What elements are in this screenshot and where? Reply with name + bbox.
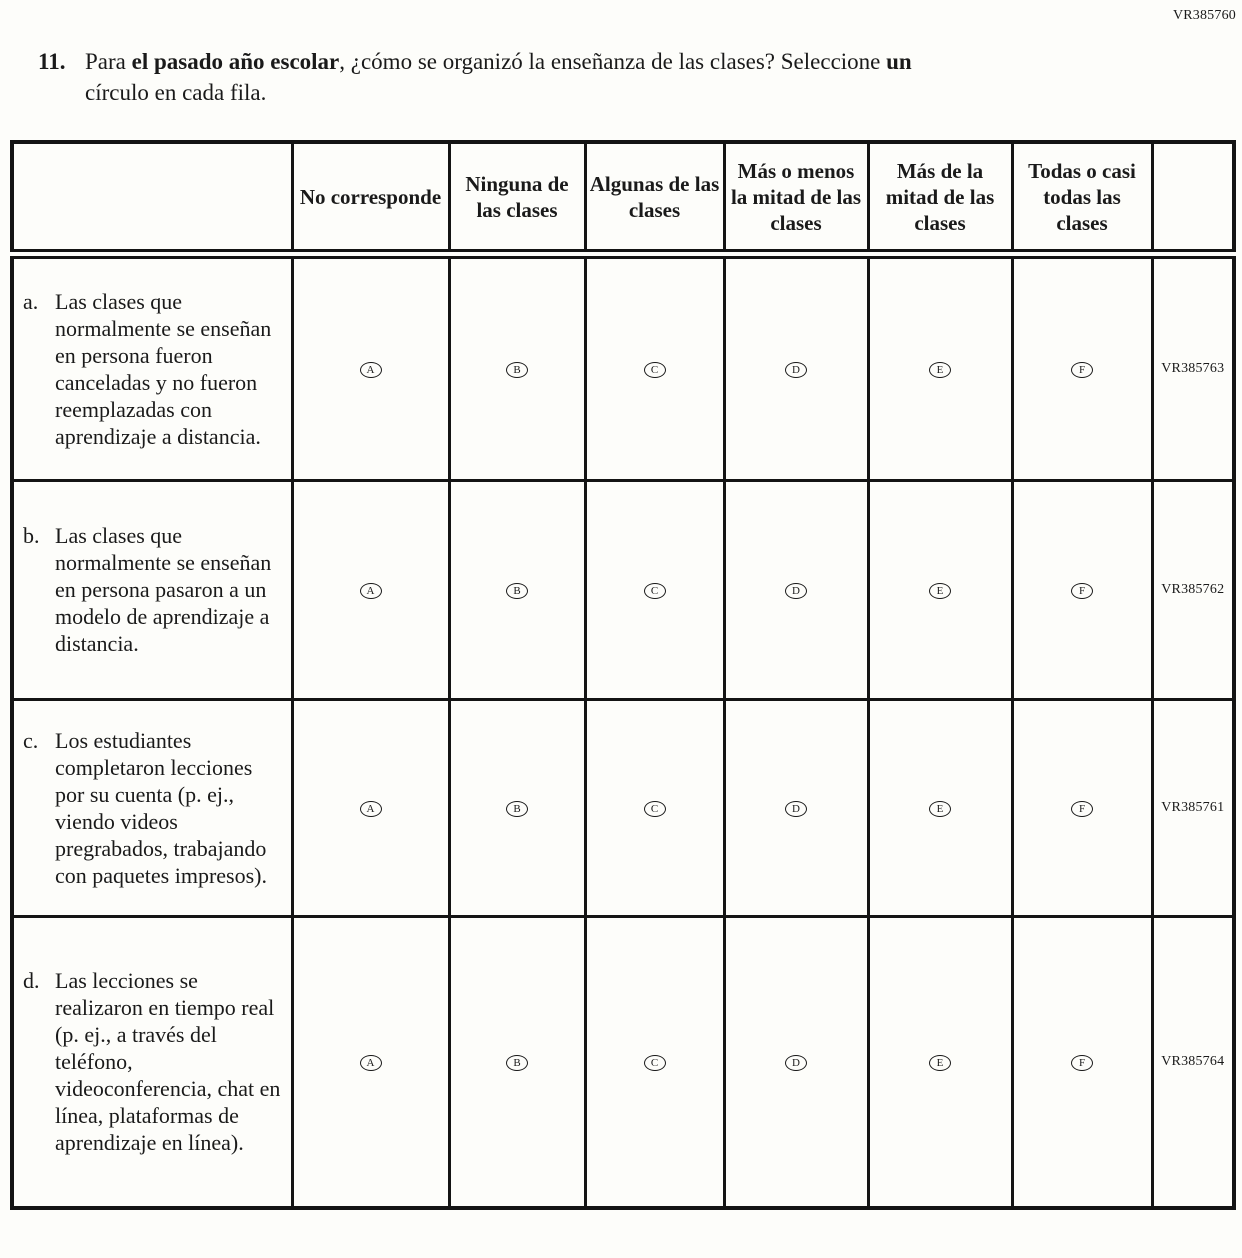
- statement-row-a: [12, 254, 1234, 480]
- bubble-letter: D: [792, 802, 800, 815]
- statement-row-c: [12, 699, 1234, 916]
- row-a-code: VR385763: [1152, 254, 1234, 480]
- page-code: VR385760: [1172, 8, 1236, 23]
- bubble-letter: A: [366, 363, 375, 376]
- bubble-letter: F: [1078, 1056, 1086, 1069]
- bubble-letter: C: [650, 363, 659, 376]
- row-a-option-bubble-F[interactable]: [1071, 362, 1093, 378]
- row-b-option-bubble-D[interactable]: [785, 583, 807, 599]
- bubble-letter: A: [366, 1056, 375, 1069]
- question-11: [38, 46, 1242, 108]
- row-a-cell-algunas: [585, 254, 724, 480]
- header-stub-cell: [12, 142, 292, 254]
- row-a-cell-todas: [1012, 254, 1152, 480]
- bubble-letter: B: [513, 1056, 521, 1069]
- header-code-cell: [1152, 142, 1234, 254]
- row-d-cell-todas: [1012, 916, 1152, 1208]
- row-c-cell-mas-de-la-mitad: [868, 699, 1012, 916]
- header-row: [12, 142, 1234, 254]
- row-a-option-bubble-A[interactable]: [360, 362, 382, 378]
- row-a-cell-ninguna: [449, 254, 585, 480]
- column-header-algunas-de-las-clases: Algunas de las clases: [585, 142, 724, 254]
- column-header-no-corresponde: No corresponde: [292, 142, 449, 254]
- row-d-option-bubble-A[interactable]: [360, 1055, 382, 1071]
- row-a-cell-mas-de-la-mitad: [868, 254, 1012, 480]
- row-b-statement: [12, 480, 292, 699]
- column-header-mas-o-menos-la-mitad: Más o menos la mitad de las clases: [724, 142, 868, 254]
- row-a-option-bubble-C[interactable]: [644, 362, 666, 378]
- row-d-option-bubble-F[interactable]: [1071, 1055, 1093, 1071]
- bubble-letter: E: [936, 802, 944, 815]
- row-b-letter: b.: [23, 523, 40, 548]
- row-d-text: Las lecciones se realizaron en tiempo real (p. ej., a través del teléfono, videoconferencia, chat en línea, plataformas de aprendizaje en línea).: [55, 968, 281, 1156]
- bubble-letter: E: [936, 363, 944, 376]
- row-b-option-bubble-E[interactable]: [929, 583, 951, 599]
- row-c-cell-mas-o-menos: [724, 699, 868, 916]
- row-b-cell-no-corresponde: [292, 480, 449, 699]
- question-text: [85, 46, 1135, 108]
- row-d-cell-no-corresponde: [292, 916, 449, 1208]
- row-b-option-bubble-F[interactable]: [1071, 583, 1093, 599]
- row-c-option-bubble-C[interactable]: [644, 801, 666, 817]
- row-c-code: VR385761: [1152, 699, 1234, 916]
- bubble-letter: D: [792, 363, 800, 376]
- bubble-letter: C: [650, 1056, 659, 1069]
- row-a-statement: [12, 254, 292, 480]
- bubble-letter: A: [366, 584, 375, 597]
- row-b-text: Las clases que normalmente se enseñan en persona pasaron a un modelo de aprendizaje a distancia.: [55, 523, 272, 656]
- column-header-mas-de-la-mitad: Más de la mitad de las clases: [868, 142, 1012, 254]
- row-b-option-bubble-C[interactable]: [644, 583, 666, 599]
- row-d-cell-algunas: [585, 916, 724, 1208]
- row-d-cell-mas-o-menos: [724, 916, 868, 1208]
- question-text-part2: , ¿cómo se organizó la enseñanza de las clases? Seleccione: [339, 49, 887, 74]
- bubble-letter: F: [1078, 363, 1086, 376]
- row-d-statement: [12, 916, 292, 1208]
- bubble-letter: E: [936, 584, 944, 597]
- response-grid-table: [10, 140, 1236, 1210]
- row-a-text: Las clases que normalmente se enseñan en persona fueron canceladas y no fueron reemplazadas con aprendizaje a distancia.: [55, 288, 272, 449]
- row-c-option-bubble-B[interactable]: [506, 801, 528, 817]
- row-d-cell-mas-de-la-mitad: [868, 916, 1012, 1208]
- bubble-letter: F: [1078, 584, 1086, 597]
- row-b-option-bubble-B[interactable]: [506, 583, 528, 599]
- row-d-code: VR385764: [1152, 916, 1234, 1208]
- row-d-cell-ninguna: [449, 916, 585, 1208]
- row-c-cell-todas: [1012, 699, 1152, 916]
- row-b-cell-algunas: [585, 480, 724, 699]
- bubble-letter: B: [513, 584, 521, 597]
- bubble-letter: B: [513, 363, 521, 376]
- row-a-option-bubble-E[interactable]: [929, 362, 951, 378]
- row-a-letter: a.: [23, 288, 39, 314]
- row-b-cell-ninguna: [449, 480, 585, 699]
- row-d-option-bubble-B[interactable]: [506, 1055, 528, 1071]
- row-c-option-bubble-A[interactable]: [360, 801, 382, 817]
- bubble-letter: B: [513, 802, 521, 815]
- question-text-part3: círculo en cada fila.: [85, 80, 267, 105]
- row-a-option-bubble-B[interactable]: [506, 362, 528, 378]
- column-header-ninguna-de-las-clases: Ninguna de las clases: [449, 142, 585, 254]
- row-c-cell-ninguna: [449, 699, 585, 916]
- bubble-letter: C: [650, 584, 659, 597]
- statement-row-b: [12, 480, 1234, 699]
- column-header-todas-o-casi-todas: Todas o casi todas las clases: [1012, 142, 1152, 254]
- row-b-cell-mas-o-menos: [724, 480, 868, 699]
- row-c-statement: [12, 699, 292, 916]
- bubble-letter: E: [936, 1056, 944, 1069]
- bubble-letter: F: [1078, 802, 1086, 815]
- row-c-option-bubble-D[interactable]: [785, 801, 807, 817]
- row-a-option-bubble-D[interactable]: [785, 362, 807, 378]
- row-d-option-bubble-E[interactable]: [929, 1055, 951, 1071]
- row-d-option-bubble-C[interactable]: [644, 1055, 666, 1071]
- row-b-option-bubble-A[interactable]: [360, 583, 382, 599]
- question-text-bold1: el pasado año escolar: [131, 49, 340, 74]
- row-b-cell-mas-de-la-mitad: [868, 480, 1012, 699]
- row-c-letter: c.: [23, 727, 39, 753]
- bubble-letter: C: [650, 802, 659, 815]
- row-c-text: Los estudiantes completaron lecciones por su cuenta (p. ej., viendo videos pregrabados, trabajando con paquetes impresos).: [55, 727, 267, 888]
- row-d-option-bubble-D[interactable]: [785, 1055, 807, 1071]
- row-c-cell-algunas: [585, 699, 724, 916]
- row-c-cell-no-corresponde: [292, 699, 449, 916]
- row-b-cell-todas: [1012, 480, 1152, 699]
- row-a-cell-mas-o-menos: [724, 254, 868, 480]
- row-b-code: VR385762: [1152, 480, 1234, 699]
- bubble-letter: D: [792, 584, 800, 597]
- bubble-letter: A: [366, 802, 375, 815]
- row-d-letter: d.: [23, 968, 40, 994]
- statement-row-d: [12, 916, 1234, 1208]
- bubble-letter: D: [792, 1056, 800, 1069]
- question-number: 11.: [38, 49, 66, 74]
- row-a-cell-no-corresponde: [292, 254, 449, 480]
- question-text-part1: Para: [85, 49, 132, 74]
- row-c-option-bubble-E[interactable]: [929, 801, 951, 817]
- question-text-bold2: un: [886, 49, 912, 74]
- row-c-option-bubble-F[interactable]: [1071, 801, 1093, 817]
